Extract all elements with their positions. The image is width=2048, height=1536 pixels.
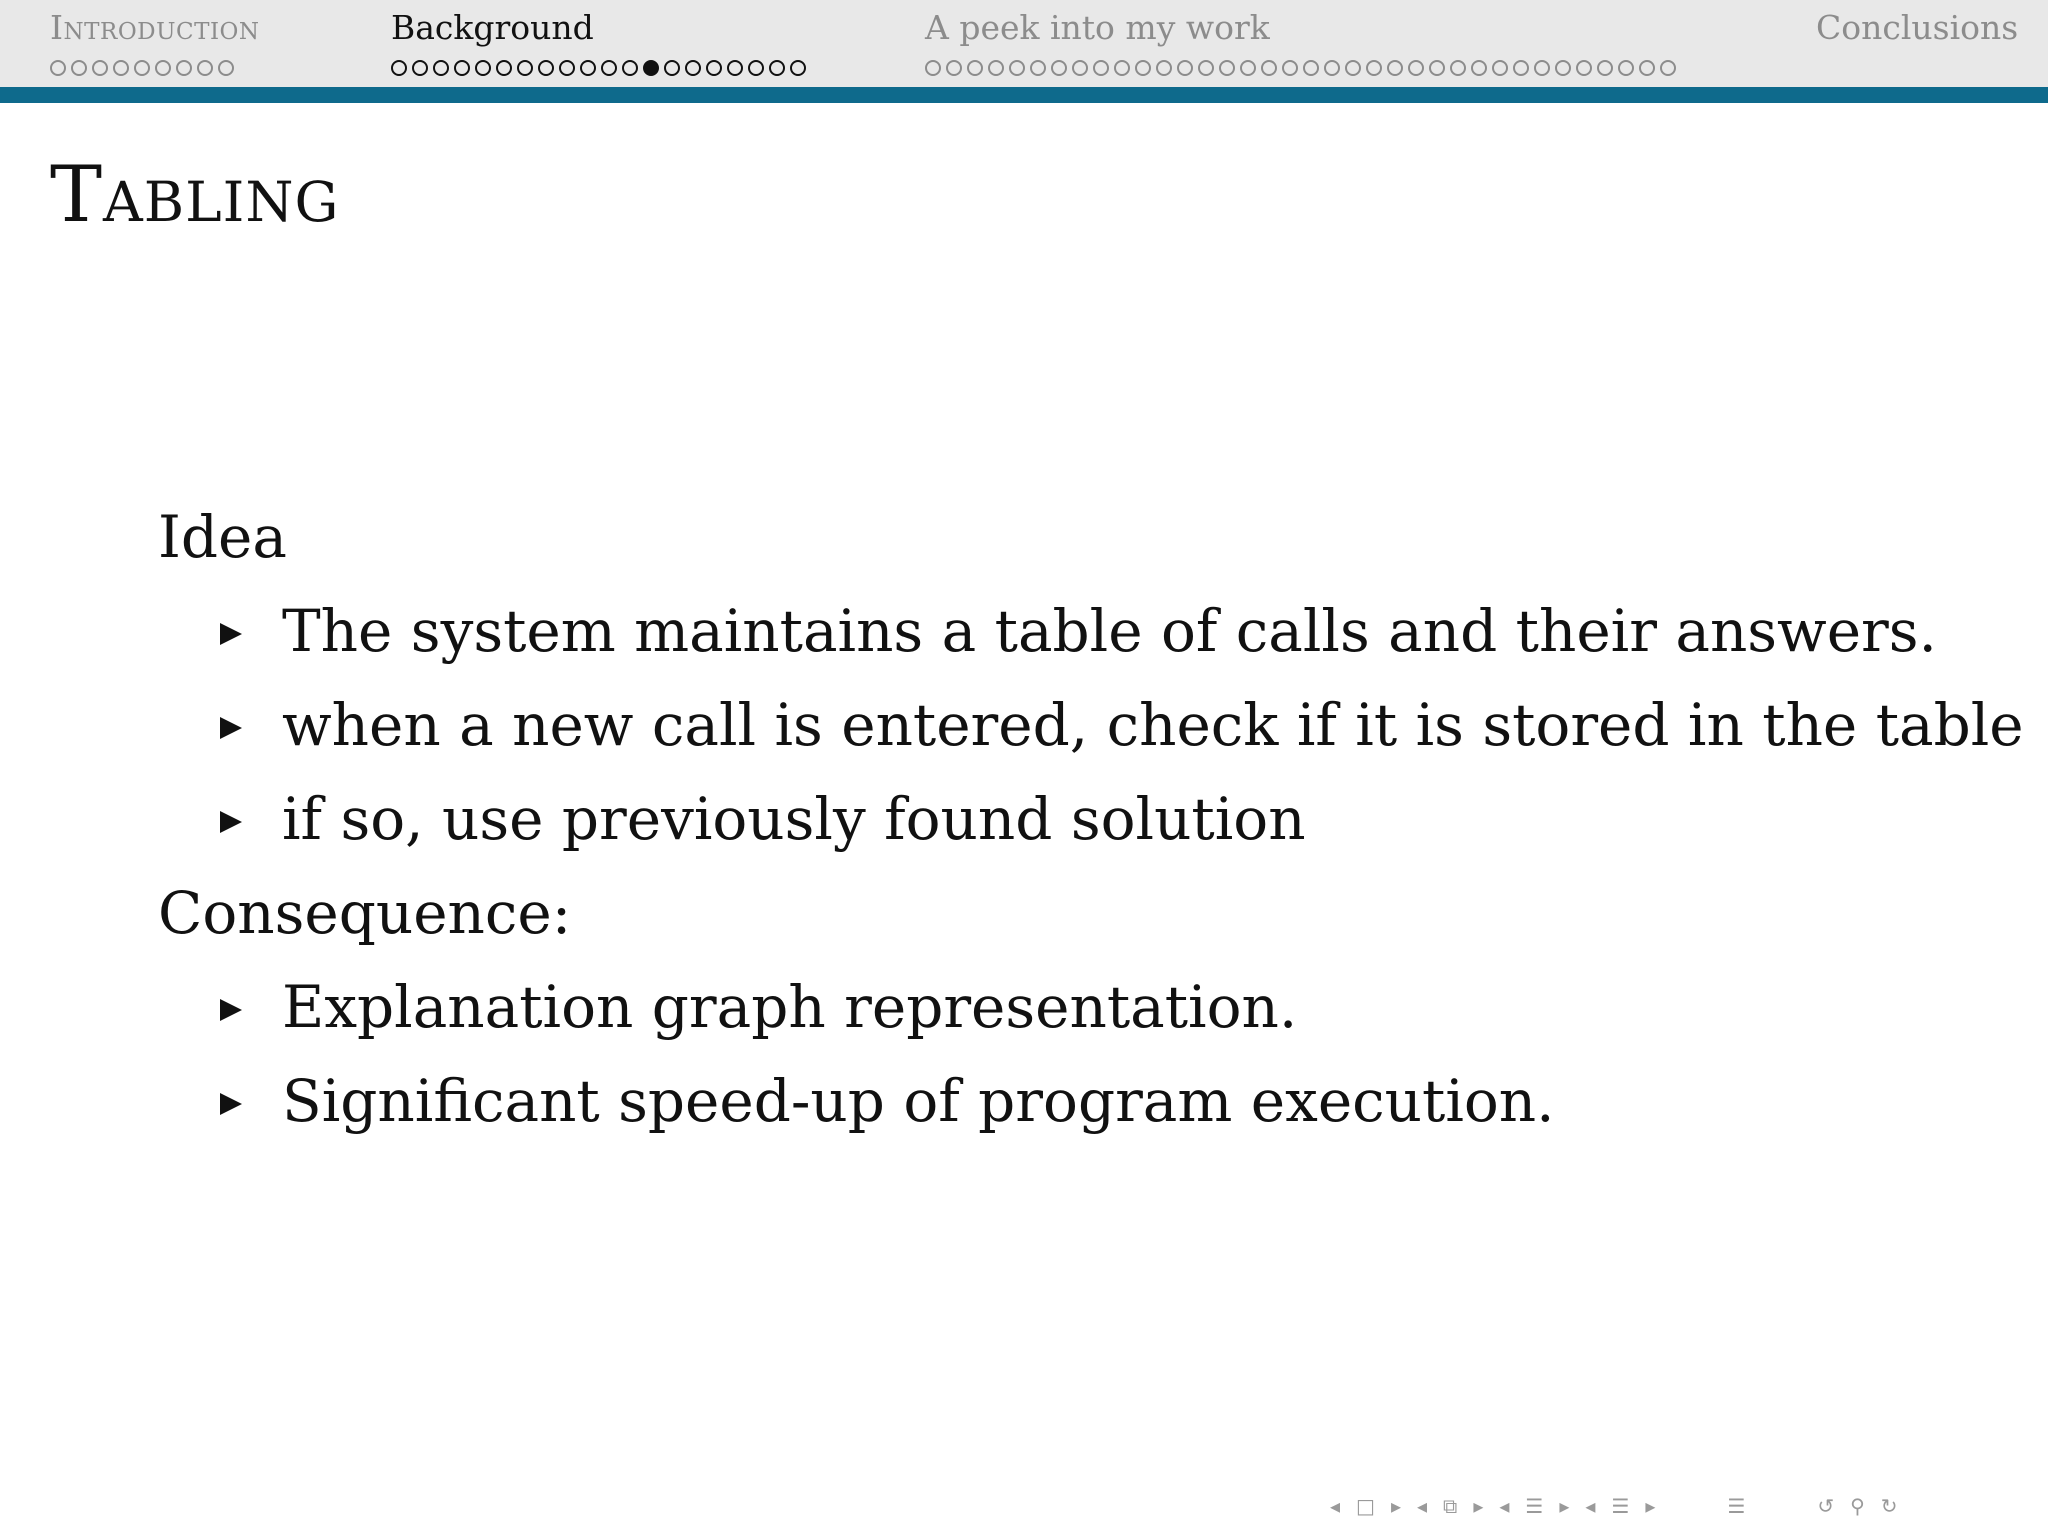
frame-dot[interactable]	[391, 60, 407, 76]
frame-dot[interactable]	[50, 60, 66, 76]
frame-dot[interactable]	[433, 60, 449, 76]
frame-dot[interactable]	[1177, 60, 1193, 76]
frame-dot[interactable]	[134, 60, 150, 76]
bullet-text: when a new call is entered, check if it is stored in the table	[282, 691, 2024, 759]
frame-dot[interactable]	[1597, 60, 1613, 76]
frame-dot[interactable]	[580, 60, 596, 76]
frame-dot[interactable]	[1576, 60, 1592, 76]
slide-content	[158, 490, 2024, 1148]
frame-dot[interactable]	[1324, 60, 1340, 76]
bullet-text: if so, use previously found solution	[282, 785, 1306, 853]
frame-dot[interactable]	[1072, 60, 1088, 76]
frame-dot[interactable]	[454, 60, 470, 76]
frame-dot[interactable]	[1555, 60, 1571, 76]
nav-section-conclusions	[1816, 8, 2018, 48]
frame-dot[interactable]	[622, 60, 638, 76]
frame-dot[interactable]	[1660, 60, 1676, 76]
frame-dot[interactable]	[1450, 60, 1466, 76]
frame-dot[interactable]	[1408, 60, 1424, 76]
frame-dot[interactable]	[1282, 60, 1298, 76]
list-item	[220, 960, 1958, 1054]
frame-dot[interactable]	[1366, 60, 1382, 76]
list-item	[220, 584, 1958, 678]
next-frame-icon[interactable]: ▸	[1390, 1494, 1401, 1518]
frame-dot[interactable]	[113, 60, 129, 76]
frame-dot[interactable]	[601, 60, 617, 76]
frame-dot[interactable]	[1513, 60, 1529, 76]
bullet-triangle-icon	[220, 717, 242, 739]
frame-dot[interactable]	[1345, 60, 1361, 76]
section-title-introduction[interactable]: Introduction	[50, 8, 260, 47]
bullet-triangle-icon	[220, 1093, 242, 1115]
bullet-text: Significant speed-up of program execution.	[282, 1067, 1555, 1135]
bullet-list-consequence	[158, 960, 1958, 1148]
frame-dot[interactable]	[664, 60, 680, 76]
bullet-list-idea	[158, 584, 2024, 866]
frame-dot[interactable]	[1429, 60, 1445, 76]
frame-dot[interactable]	[1051, 60, 1067, 76]
frame-dot[interactable]	[769, 60, 785, 76]
frame-dot[interactable]	[1387, 60, 1403, 76]
bullet-text: Explanation graph representation.	[282, 973, 1298, 1041]
prev-frame-icon[interactable]: ◂	[1330, 1494, 1341, 1518]
slide-title: Tabling	[50, 150, 340, 240]
frame-dot[interactable]	[1093, 60, 1109, 76]
prev-subsubsection-icon[interactable]: ◂	[1585, 1494, 1596, 1518]
frame-dot[interactable]	[925, 60, 941, 76]
header-rule	[0, 87, 2048, 103]
frame-dot[interactable]	[790, 60, 806, 76]
block-heading-consequence: Consequence:	[158, 879, 572, 947]
frame-dot[interactable]	[197, 60, 213, 76]
section-dots-peek	[925, 60, 1676, 78]
frame-dot[interactable]	[1114, 60, 1130, 76]
frame-dot[interactable]	[475, 60, 491, 76]
frame-dot[interactable]	[685, 60, 701, 76]
section-title-background[interactable]: Background	[391, 8, 594, 47]
frame-dot[interactable]	[559, 60, 575, 76]
section-dots-background	[391, 60, 806, 78]
frame-dot[interactable]	[496, 60, 512, 76]
list-item	[220, 1054, 1958, 1148]
frame-dot[interactable]	[155, 60, 171, 76]
frame-dot[interactable]	[988, 60, 1004, 76]
frame-dot[interactable]	[1156, 60, 1172, 76]
block-heading-idea: Idea	[158, 503, 287, 571]
subsection-icon[interactable]: ⧉	[1443, 1494, 1458, 1518]
nav-section-background	[391, 8, 806, 78]
frame-dot[interactable]	[727, 60, 743, 76]
next-subsection-icon[interactable]: ▸	[1473, 1494, 1484, 1518]
frame-dot[interactable]	[92, 60, 108, 76]
frame-dot[interactable]	[538, 60, 554, 76]
frame-dot[interactable]	[1618, 60, 1634, 76]
beamer-navigation-controls	[1330, 1490, 1898, 1522]
frame-icon[interactable]: □	[1356, 1494, 1375, 1518]
frame-dot[interactable]	[1135, 60, 1151, 76]
frame-dot[interactable]	[412, 60, 428, 76]
next-section-icon[interactable]: ▸	[1559, 1494, 1570, 1518]
frame-dot[interactable]	[1261, 60, 1277, 76]
frame-dot[interactable]	[1471, 60, 1487, 76]
toc-icon[interactable]: ☰	[1727, 1494, 1746, 1518]
nav-section-introduction	[50, 8, 260, 78]
frame-dot[interactable]	[967, 60, 983, 76]
navigation-bar	[0, 0, 2048, 87]
next-subsubsection-icon[interactable]: ▸	[1645, 1494, 1656, 1518]
frame-dot[interactable]	[176, 60, 192, 76]
frame-dot[interactable]	[1219, 60, 1235, 76]
bullet-triangle-icon	[220, 623, 242, 645]
search-icon[interactable]: ⚲	[1850, 1494, 1865, 1518]
bullet-triangle-icon	[220, 811, 242, 833]
bullet-triangle-icon	[220, 999, 242, 1021]
section-dots-introduction	[50, 60, 260, 78]
section-title-conclusions[interactable]: Conclusions	[1816, 8, 2019, 47]
frame-dot[interactable]	[1303, 60, 1319, 76]
redo-icon[interactable]: ↻	[1880, 1494, 1898, 1518]
list-item	[220, 772, 1958, 866]
section-icon[interactable]: ☰	[1525, 1494, 1544, 1518]
frame-dot[interactable]	[946, 60, 962, 76]
frame-dot[interactable]	[1030, 60, 1046, 76]
current-frame-dot[interactable]	[643, 60, 659, 76]
subsubsection-icon[interactable]: ☰	[1611, 1494, 1630, 1518]
frame-dot[interactable]	[748, 60, 764, 76]
frame-dot[interactable]	[1639, 60, 1655, 76]
frame-dot[interactable]	[1492, 60, 1508, 76]
list-item	[220, 678, 2024, 772]
frame-dot[interactable]	[1240, 60, 1256, 76]
frame-dot[interactable]	[71, 60, 87, 76]
undo-icon[interactable]: ↺	[1817, 1494, 1835, 1518]
frame-dot[interactable]	[1198, 60, 1214, 76]
frame-dot[interactable]	[517, 60, 533, 76]
frame-dot[interactable]	[706, 60, 722, 76]
nav-section-peek	[925, 8, 1676, 78]
frame-dot[interactable]	[1534, 60, 1550, 76]
prev-subsection-icon[interactable]: ◂	[1417, 1494, 1428, 1518]
prev-section-icon[interactable]: ◂	[1499, 1494, 1510, 1518]
frame-dot[interactable]	[218, 60, 234, 76]
frame-dot[interactable]	[1009, 60, 1025, 76]
bullet-text: The system maintains a table of calls and their answers.	[282, 597, 1937, 665]
section-title-peek[interactable]: A peek into my work	[925, 8, 1270, 47]
